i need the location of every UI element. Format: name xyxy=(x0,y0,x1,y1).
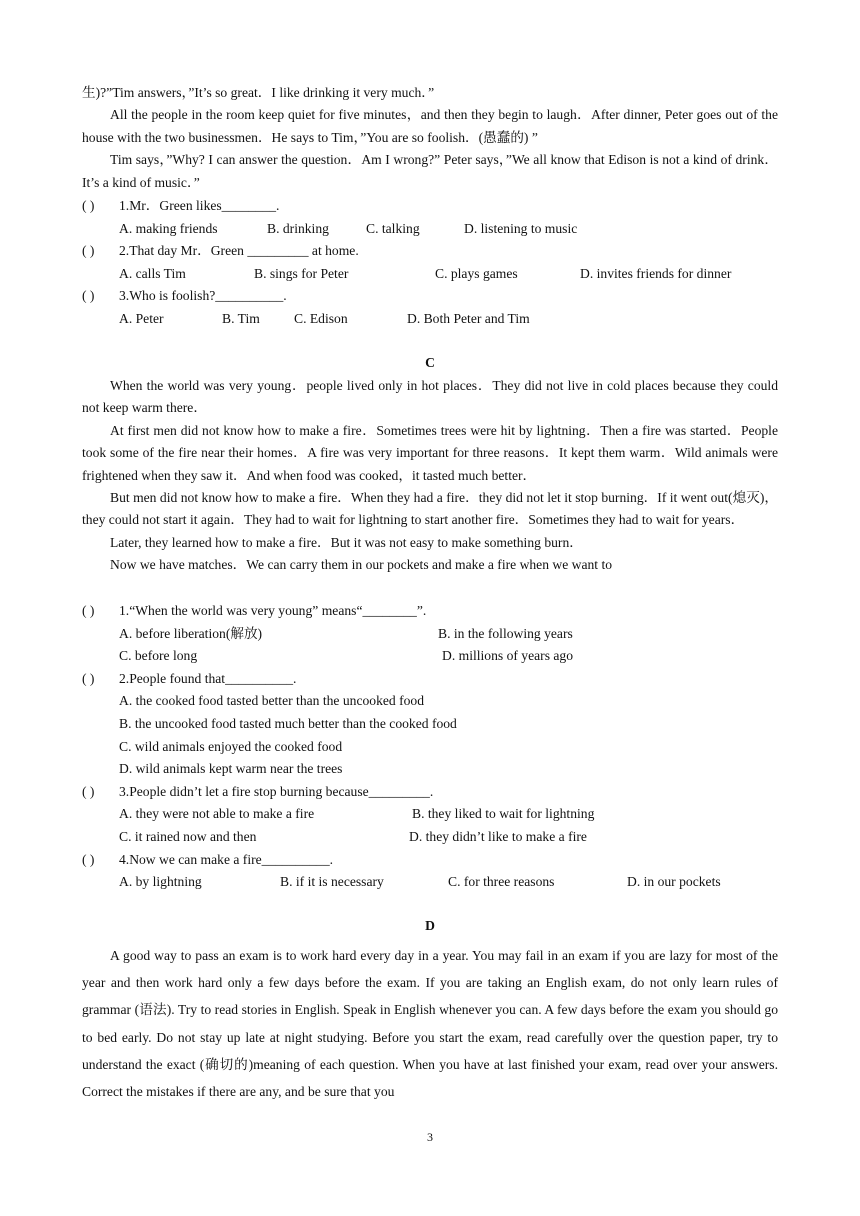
option: A. making friends xyxy=(119,220,218,236)
options-row xyxy=(82,308,778,331)
option: B. drinking xyxy=(267,220,329,236)
question-stem: 3.People didn’t let a fire stop burning because_________. xyxy=(119,783,434,799)
paragraph: When the world was very young．people lived only in hot places．They did not live in cold places because they could not keep warm there． xyxy=(82,378,778,416)
answer-blank[interactable]: ( ) xyxy=(82,851,95,867)
question-row xyxy=(82,849,778,872)
option: B. sings for Peter xyxy=(254,265,349,281)
answer-blank[interactable]: ( ) xyxy=(82,288,95,304)
paragraph: A good way to pass an exam is to work hard every day in a year. You may fail in an exam if you are lazy for most of the year and then work hard only a few days before the exam. If you are taking an English exam, do not only learn rules of grammar (语法). Try to read stories in English. Speak in English whenever you can. A few days before the exam you should go to bed early. Do not stay up late at night studying. Before you start the exam, read carefully over the question paper, try to understand the exact (确切的)meaning of each question. When you have at last finished your exam, read over your answers. Correct the mistakes if there are any, and be sure that you xyxy=(82,948,778,1100)
option: D. in our pockets xyxy=(627,874,721,890)
option: A. calls Tim xyxy=(119,265,186,281)
option: D. millions of years ago xyxy=(442,648,574,664)
option: A. the cooked food tasted better than the uncooked food xyxy=(119,693,425,709)
section-c-passage xyxy=(82,375,778,577)
option: B. the uncooked food tasted much better than the cooked food xyxy=(119,715,457,731)
option: B. Tim xyxy=(222,310,260,326)
section-d-passage xyxy=(82,942,778,1105)
paragraph: 生)?”Tim answers，”It’s so great．I like drinking it very much．” xyxy=(82,85,435,100)
option: C. talking xyxy=(366,220,420,236)
paragraph: At first men did not know how to make a fire．Sometimes trees were hit by lightning．Then a fire was started．People took some of the fire near their homes．A fire was very important for three reasons．It kept them warm．Wild animals were frightened when they saw it．And when food was cooked，it tasted much better． xyxy=(82,422,778,483)
options-row xyxy=(82,826,778,849)
paragraph: Later, they learned how to make a fire．But it was not easy to make something burn． xyxy=(110,534,583,550)
question-stem: 2.That day Mr．Green _________ at home. xyxy=(119,243,359,259)
option: C. Edison xyxy=(294,310,348,326)
question-stem: 4.Now we can make a fire__________. xyxy=(119,851,334,867)
section-b-questions xyxy=(82,195,778,331)
question-row xyxy=(82,285,778,308)
option: A. before liberation(解放) xyxy=(119,625,263,641)
answer-blank[interactable]: ( ) xyxy=(82,670,95,686)
option: D. Both Peter and Tim xyxy=(407,310,530,326)
question-row xyxy=(82,781,778,804)
question-stem: 3.Who is foolish?__________. xyxy=(119,288,287,304)
options-row xyxy=(82,803,778,826)
option: C. for three reasons xyxy=(448,874,555,890)
option: D. wild animals kept warm near the trees xyxy=(119,761,343,777)
paragraph: But men did not know how to make a fire．When they had a fire．they did not let it stop burning．If it went out(熄灭)，they could not start it again．They had to wait for lightning to start another fire．Sometimes they had to wait for years． xyxy=(82,490,778,528)
option: A. they were not able to make a fire xyxy=(119,806,315,822)
option: C. it rained now and then xyxy=(119,828,257,844)
section-b-passage xyxy=(82,82,778,194)
option: B. they liked to wait for lightning xyxy=(412,806,595,822)
paragraph: Tim says，”Why? I can answer the question．Am I wrong?” Peter says，”We all know that Edison is not a kind of drink．It’s a kind of music．” xyxy=(82,152,778,190)
option: C. plays games xyxy=(435,265,518,281)
answer-blank[interactable]: ( ) xyxy=(82,783,95,799)
options-row xyxy=(82,645,778,668)
paragraph: Now we have matches．We can carry them in our pockets and make a fire when we want to xyxy=(110,557,613,573)
option: A. Peter xyxy=(119,310,164,326)
question-stem: 1.“When the world was very young” means“________”. xyxy=(119,603,427,618)
question-stem: 2.People found that__________. xyxy=(119,670,297,686)
answer-blank[interactable]: ( ) xyxy=(82,198,95,213)
options-row xyxy=(82,263,778,286)
option: C. before long xyxy=(119,648,198,664)
answer-blank[interactable]: ( ) xyxy=(82,603,95,618)
section-c-questions xyxy=(82,600,778,894)
option: C. wild animals enjoyed the cooked food xyxy=(119,738,343,754)
page-number: 3 xyxy=(427,1130,433,1144)
question-row xyxy=(82,600,778,623)
option: D. listening to music xyxy=(464,220,578,236)
question-stem: 1.Mr．Green likes________. xyxy=(119,198,280,213)
section-heading-d: D xyxy=(425,918,435,933)
options-row xyxy=(82,871,778,894)
options-row xyxy=(82,218,778,241)
question-row xyxy=(82,240,778,263)
option: B. if it is necessary xyxy=(280,874,384,890)
question-row xyxy=(82,668,778,691)
option: D. invites friends for dinner xyxy=(580,265,732,281)
answer-blank[interactable]: ( ) xyxy=(82,243,95,259)
paragraph: All the people in the room keep quiet for five minutes，and then they begin to laugh．After dinner, Peter goes out of the house with the two businessmen．He says to Tim，”You are so foolish．(愚蠢的) ” xyxy=(82,107,778,145)
options-row xyxy=(82,623,778,646)
question-row xyxy=(82,195,778,218)
option: D. they didn’t like to make a fire xyxy=(409,828,587,844)
section-heading-c: C xyxy=(425,355,435,370)
option: B. in the following years xyxy=(438,625,573,641)
option: A. by lightning xyxy=(119,874,202,890)
